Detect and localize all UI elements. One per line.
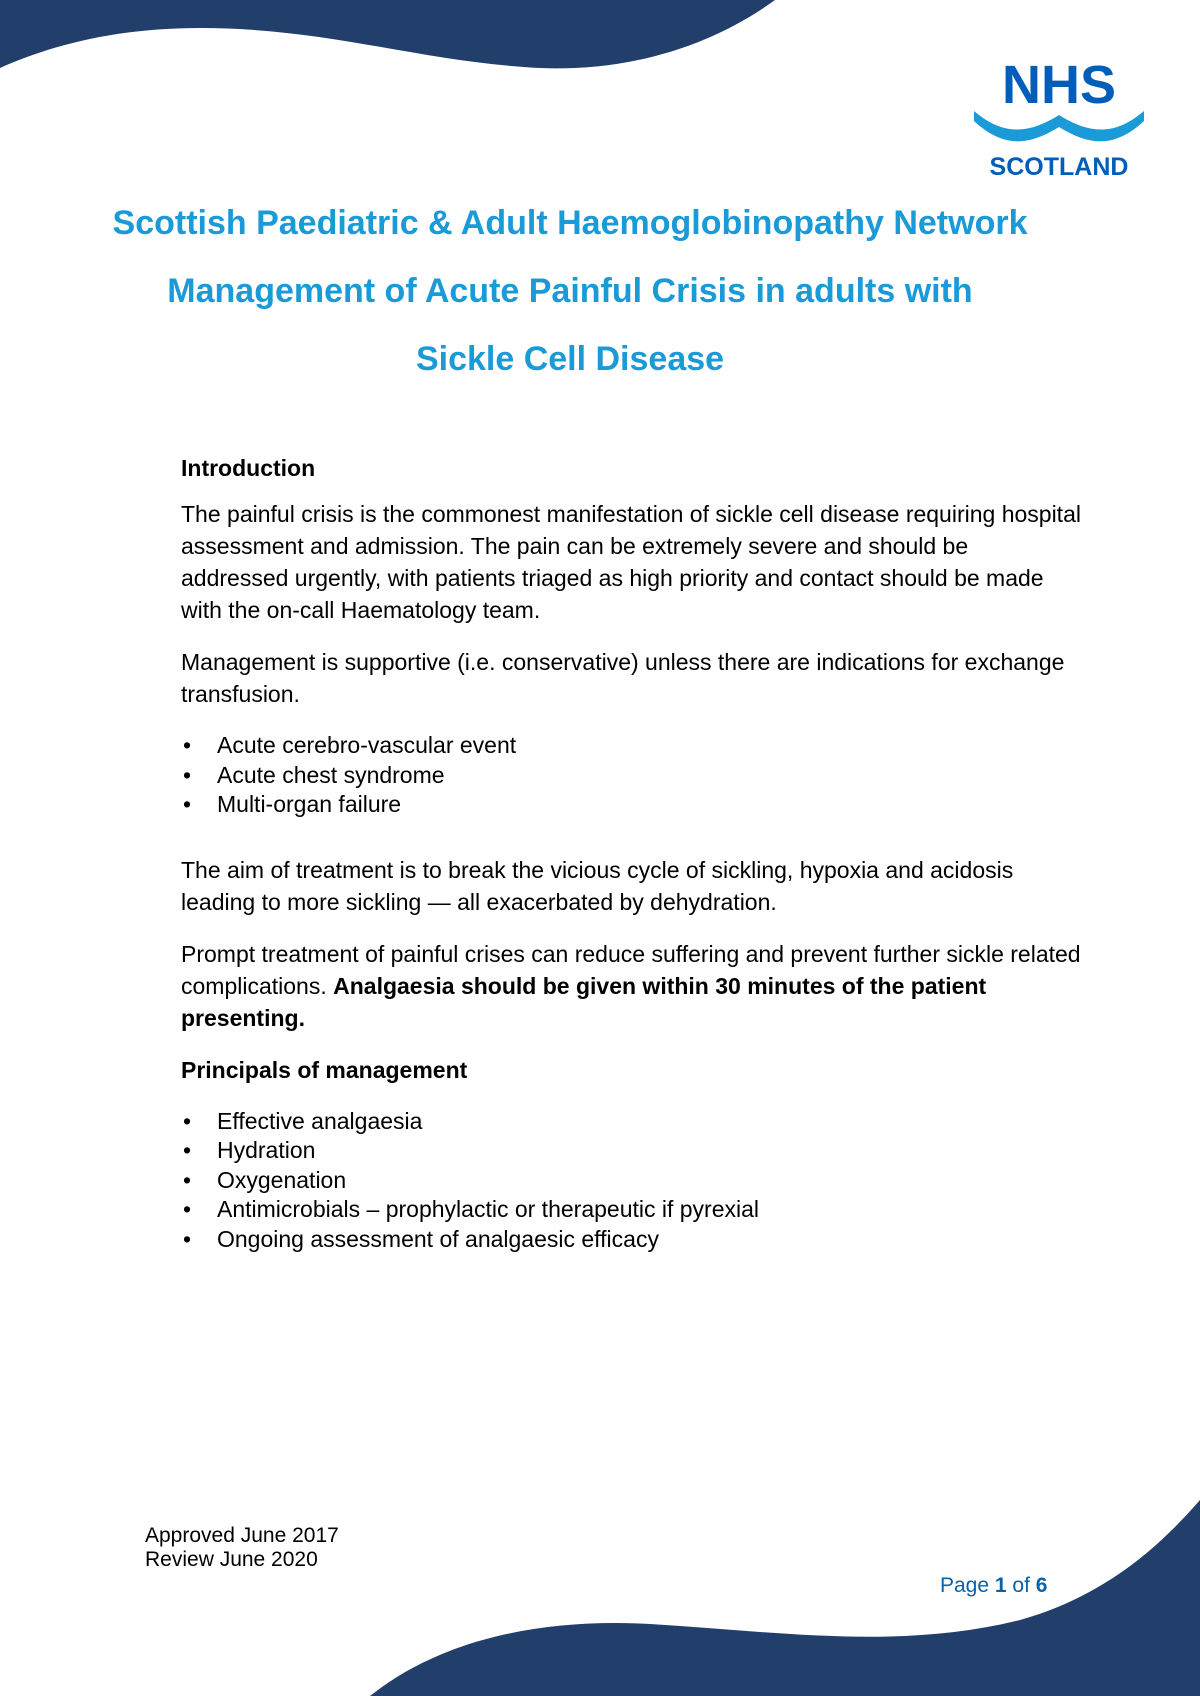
- approved-date: Approved June 2017: [145, 1524, 339, 1547]
- list-item: • Hydration: [181, 1136, 1081, 1166]
- review-date: Review June 2020: [145, 1548, 318, 1571]
- nhs-scotland-logo: [972, 55, 1147, 180]
- list-item: • Multi-organ failure: [181, 790, 1081, 820]
- header-wave-decoration: [0, 0, 800, 75]
- list-item: • Antimicrobials – prophylactic or therapeutic if pyrexial: [181, 1195, 1081, 1225]
- page-current: 1: [994, 1574, 1007, 1597]
- page-of: of: [1012, 1574, 1030, 1597]
- logo-wave-icon: [974, 111, 1144, 141]
- intro-paragraph-2: Management is supportive (i.e. conservative) unless there are indications for exchange transfusion.: [181, 649, 1065, 707]
- page-number: [940, 1574, 1047, 1598]
- list-item: • Acute cerebro-vascular event: [181, 731, 1081, 761]
- page-total: 6: [1035, 1574, 1048, 1597]
- list-item: • Oxygenation: [181, 1166, 1081, 1196]
- logo-nhs-text: NHS: [1001, 55, 1117, 115]
- intro-paragraph-1: The painful crisis is the commonest manifestation of sickle cell disease requiring hospital assessment and admission. The pain can be extremely severe and should be addressed urgently, with patients triaged as high priority and contact should be made with the on-call Haematology team.: [181, 501, 1081, 623]
- analgaesia-timing-emphasis: Analgaesia should be given within 30 minutes of the patient presenting.: [181, 972, 987, 1031]
- introduction-heading: Introduction: [181, 455, 316, 481]
- page-label: Page: [940, 1574, 990, 1597]
- document-body: [181, 452, 1081, 1254]
- list-item: • Ongoing assessment of analgaesic efficacy: [181, 1225, 1081, 1255]
- intro-paragraph-4: [181, 938, 1081, 1034]
- principals-heading: Principals of management: [181, 1056, 468, 1083]
- intro-paragraph-3: The aim of treatment is to break the vicious cycle of sickling, hypoxia and acidosis leading to more sickling — all exacerbated by dehydration.: [181, 856, 1014, 915]
- principals-list: [181, 1107, 1081, 1255]
- logo-scotland-text: SCOTLAND: [989, 153, 1129, 180]
- list-item: • Acute chest syndrome: [181, 761, 1081, 791]
- exchange-transfusion-indications: [181, 731, 1081, 820]
- document-title-line-2: Sickle Cell Disease: [415, 340, 725, 378]
- paragraph-text: Prompt treatment of painful crises can reduce suffering and prevent further sickle related complications.: [181, 940, 1081, 999]
- list-item: • Effective analgaesia: [181, 1107, 1081, 1137]
- document-title-line-1: Management of Acute Painful Crisis in adults with: [167, 272, 973, 310]
- network-title: Scottish Paediatric & Adult Haemoglobinopathy Network: [112, 204, 1028, 242]
